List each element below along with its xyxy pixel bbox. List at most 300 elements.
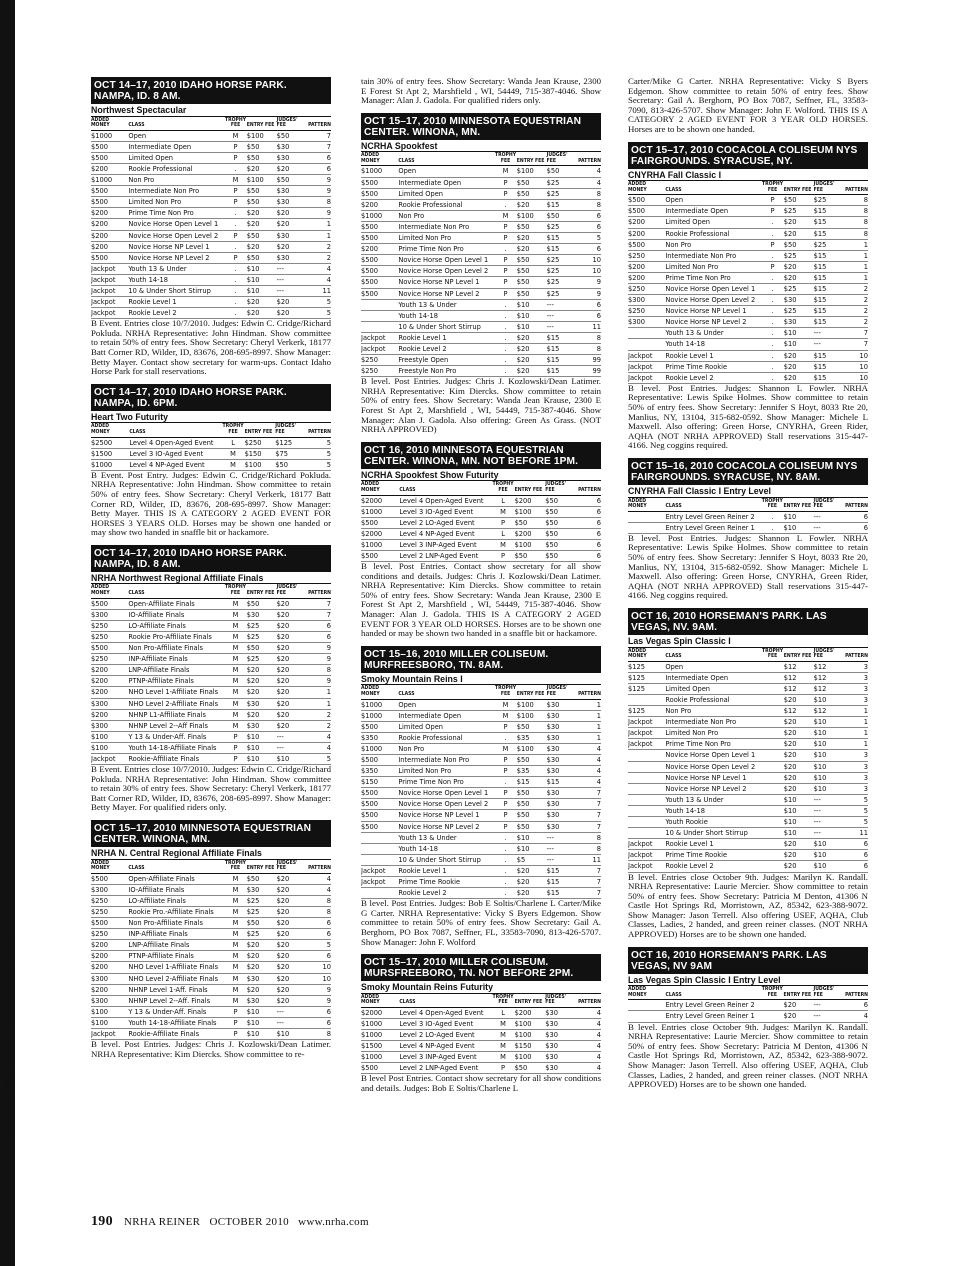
judges-fee-cell: --- — [547, 854, 577, 865]
table-body — [361, 699, 601, 899]
judges-fee-cell: $10 — [814, 850, 844, 861]
added-money-cell: $250 — [91, 907, 128, 918]
added-money-cell: $500 — [361, 233, 398, 244]
added-money-cell — [628, 511, 665, 522]
class-cell: Open — [665, 195, 761, 206]
judges-fee-cell: $30 — [277, 230, 307, 241]
trophy-header: TROPHY FEE — [224, 117, 246, 131]
entry-fee-cell: $10 — [247, 731, 277, 742]
class-cell: Rookie Pro-Affiliate Finals — [128, 631, 224, 642]
judges-fee-cell: --- — [547, 321, 577, 332]
pattern-cell: 4 — [307, 274, 331, 285]
added-money-cell: $300 — [91, 720, 128, 731]
entry-fee-cell: $10 — [247, 1006, 277, 1017]
table-row — [361, 299, 601, 310]
class-cell: Level 3 INP-Aged Event — [399, 539, 491, 550]
added-money-cell: $200 — [91, 962, 128, 973]
entry-fee-cell: $100 — [515, 1018, 546, 1029]
table-row — [91, 654, 331, 665]
pattern-cell: 6 — [576, 528, 601, 539]
judges-fee-cell: $20 — [277, 698, 307, 709]
trophy-fee-cell: M — [224, 654, 246, 665]
added-money-cell: $500 — [361, 1063, 399, 1074]
entry-fee-cell: $200 — [515, 1007, 546, 1018]
entry-fee-cell: $20 — [517, 199, 547, 210]
table-row — [361, 266, 601, 277]
pattern-cell: 8 — [306, 665, 331, 676]
judges-fee-cell: $15 — [814, 350, 844, 361]
added-money-cell — [361, 310, 398, 321]
table-row — [361, 1030, 601, 1041]
pattern-cell: 10 — [844, 361, 868, 372]
class-cell: NHO Level 2-Affiliate Finals — [128, 973, 224, 984]
class-cell: Intermediate Non Pro — [398, 221, 494, 232]
table-row — [91, 995, 331, 1006]
entry-fee-cell: $20 — [784, 728, 814, 739]
trophy-fee-cell — [761, 850, 783, 861]
trophy-fee-cell: L — [492, 1007, 515, 1018]
table-header — [91, 423, 331, 437]
added-money-cell: Jackpot — [91, 297, 128, 308]
publication-name: NRHA REINER — [123, 1216, 201, 1228]
table-row — [628, 783, 868, 794]
trophy-fee-cell: P — [761, 239, 783, 250]
table-body — [361, 495, 601, 562]
entry-fee-cell: $20 — [784, 695, 814, 706]
judges-fee-cell: $15 — [814, 272, 844, 283]
added-money-cell: Jackpot — [628, 739, 665, 750]
added-money-cell: $350 — [361, 766, 398, 777]
trophy-fee-cell: . — [224, 208, 246, 219]
table-row — [91, 297, 331, 308]
entry-fee-cell: $12 — [784, 661, 814, 672]
table-body — [361, 1007, 601, 1074]
added-money-cell: $200 — [91, 230, 128, 241]
judges-fee-cell: $20 — [277, 631, 307, 642]
judges-fee-cell: --- — [814, 805, 844, 816]
entry-fee-cell: $50 — [517, 221, 547, 232]
entry-fee-cell: $100 — [515, 1030, 546, 1041]
table-row — [628, 728, 868, 739]
added-money-cell: $200 — [361, 244, 398, 255]
trophy-fee-cell: P — [761, 261, 783, 272]
judges-header: JUDGES' FEE — [547, 685, 577, 699]
trophy-fee-cell: M — [492, 1018, 515, 1029]
table-row — [91, 895, 331, 906]
entry-fee-cell: $10 — [247, 1017, 277, 1028]
pattern-cell: 10 — [844, 350, 868, 361]
pattern-cell: 4 — [576, 1052, 601, 1063]
judges-header: JUDGES' FEE — [814, 648, 844, 662]
table-row — [91, 230, 331, 241]
trophy-fee-cell: . — [224, 241, 246, 252]
pattern-cell: 6 — [576, 517, 601, 528]
table-row — [91, 152, 331, 163]
entry-fee-cell: $20 — [517, 233, 547, 244]
class-header: CLASS — [129, 423, 221, 437]
table-header — [361, 685, 601, 699]
class-cell: Youth 14-18 — [398, 310, 494, 321]
class-cell: 10 & Under Short Stirrup — [398, 854, 494, 865]
entry-fee-cell: $20 — [247, 163, 277, 174]
trophy-fee-cell — [761, 1011, 784, 1022]
judges-fee-cell: $30 — [547, 721, 577, 732]
table-row — [628, 828, 868, 839]
added-money-cell: Jackpot — [91, 286, 128, 297]
table-row — [628, 317, 868, 328]
trophy-fee-cell: M — [224, 676, 246, 687]
class-cell: Open — [398, 166, 494, 177]
judges-fee-cell: $10 — [814, 750, 844, 761]
notes-text: Carter/Mike G Carter. NRHA Representative: Vicky S Byers Edgemon. Show committee to retain 50% of entry fees. Show Secretary: Gail A. Berghorn, PO Box 7087, Seffner, FL, 33583-7090, 813-426-5707. Show Manager: John F. Wolford. THIS IS A CATEGORY 2 AGED EVENT FOR 3 YEAR OLD HORSES. Horses are to be shown one handed. — [628, 76, 868, 134]
table-row — [91, 252, 331, 263]
added-money-cell: $1000 — [361, 743, 398, 754]
added-money-cell: $250 — [91, 631, 128, 642]
pattern-header: PATTERN — [306, 860, 331, 874]
table-row — [628, 661, 868, 672]
entry-fee-cell: $100 — [245, 459, 276, 470]
pattern-cell: 5 — [306, 753, 331, 764]
trophy-fee-cell: L — [492, 528, 515, 539]
added-money-cell: $500 — [91, 252, 128, 263]
pattern-cell: 4 — [306, 884, 331, 895]
table-row — [628, 306, 868, 317]
table-row — [361, 343, 601, 354]
pattern-cell: 1 — [306, 698, 331, 709]
added-money-cell: $1500 — [91, 448, 129, 459]
show-header: OCT 15–17, 2010 COCACOLA COLISEUM NYS FAIRGROUNDS. SYRACUSE, NY. — [628, 142, 868, 169]
table-row — [361, 799, 601, 810]
judges-fee-cell: $12 — [814, 706, 844, 717]
class-cell: Non Pro — [665, 239, 761, 250]
trophy-fee-cell: . — [761, 295, 783, 306]
pattern-header: PATTERN — [844, 181, 868, 195]
class-cell: Novice Horse Open Level 1 — [398, 255, 494, 266]
trophy-fee-cell: P — [492, 1063, 515, 1074]
judges-fee-cell: $25 — [814, 195, 844, 206]
trophy-fee-cell: . — [494, 199, 516, 210]
trophy-fee-cell: . — [224, 263, 246, 274]
pattern-cell: 7 — [577, 877, 601, 888]
header-row — [91, 584, 331, 598]
trophy-fee-cell: . — [224, 219, 246, 230]
trophy-fee-cell: P — [224, 141, 246, 152]
trophy-fee-cell: P — [494, 766, 516, 777]
header-row — [91, 423, 331, 437]
added-money-cell: $300 — [91, 884, 128, 895]
judges-fee-cell: $20 — [277, 929, 307, 940]
trophy-fee-cell: M — [494, 710, 516, 721]
added-money-cell — [361, 832, 398, 843]
pattern-cell: 10 — [577, 255, 601, 266]
pattern-cell: 1 — [577, 721, 601, 732]
judges-fee-cell: $15 — [814, 217, 844, 228]
judges-fee-cell: $30 — [277, 141, 307, 152]
class-cell: Non Pro-Affiliate Finals — [128, 643, 224, 654]
pattern-header: PATTERN — [576, 481, 601, 495]
results-table — [91, 584, 331, 765]
pattern-cell: 8 — [577, 343, 601, 354]
class-cell: NHO Level 2-Affiliate Finals — [128, 698, 224, 709]
judges-fee-cell: $20 — [277, 895, 307, 906]
table-row — [361, 210, 601, 221]
entry-fee-cell: $100 — [515, 506, 546, 517]
added-money-cell: $1000 — [91, 130, 128, 141]
trophy-fee-cell: . — [494, 244, 516, 255]
entry-fee-cell: $150 — [515, 1041, 546, 1052]
trophy-fee-cell — [761, 1000, 784, 1011]
class-header: CLASS — [398, 685, 494, 699]
trophy-fee-cell: M — [224, 929, 246, 940]
added-money-cell: $200 — [91, 676, 128, 687]
judges-fee-cell: $15 — [547, 366, 577, 377]
notes-text: B Event. Entries close 10/7/2010. Judges: Edwin C. Cridge/Richard Pokluda. NRHA Representative: John Hindman. Show committee to retain 30% of entry fees. Show Secretary: Cheryl Verkerk, 18177 Batt Corner RD, Wilder, ID, 83676, 208-695-8997. Show Manager: Betty Mayer. For qualified riders only. — [91, 764, 331, 813]
pattern-cell: 3 — [844, 661, 868, 672]
table-header — [628, 498, 868, 512]
table-row — [91, 687, 331, 698]
entry-fee-cell: $30 — [784, 317, 814, 328]
added-money-cell: Jackpot — [361, 343, 398, 354]
trophy-fee-cell: . — [761, 250, 783, 261]
pattern-cell: 6 — [577, 310, 601, 321]
entry-fee-cell: $10 — [784, 805, 814, 816]
pattern-cell: 8 — [577, 199, 601, 210]
judges-fee-cell: $25 — [547, 255, 577, 266]
event-title: Northwest Spectacular — [91, 105, 331, 117]
table-row — [361, 1018, 601, 1029]
added-money-cell: $200 — [91, 951, 128, 962]
table-row — [91, 929, 331, 940]
table-row — [628, 339, 868, 350]
judges-fee-cell: $50 — [277, 175, 307, 186]
judges-fee-cell: $125 — [275, 437, 306, 448]
trophy-fee-cell: L — [492, 495, 515, 506]
table-header — [91, 584, 331, 598]
pattern-cell: 7 — [307, 141, 331, 152]
event-title: Smoky Mountain Reins I — [361, 674, 601, 686]
table-header — [91, 860, 331, 874]
pattern-cell: 6 — [577, 210, 601, 221]
judges-fee-cell: $50 — [545, 539, 576, 550]
trophy-fee-cell: . — [494, 355, 516, 366]
judges-fee-cell: $50 — [545, 495, 576, 506]
class-cell: Entry Level Green Reiner 2 — [665, 511, 761, 522]
judges-fee-cell: --- — [814, 794, 844, 805]
class-header: CLASS — [399, 994, 491, 1008]
class-cell: LO-Affiliate Finals — [128, 895, 224, 906]
added-money-cell: Jackpot — [628, 850, 665, 861]
class-header: CLASS — [665, 986, 761, 1000]
pattern-cell: 8 — [844, 206, 868, 217]
added-money-cell: $500 — [361, 177, 398, 188]
table-row — [361, 355, 601, 366]
class-cell: Intermediate Open — [128, 141, 224, 152]
entry-fee-cell: $50 — [517, 277, 547, 288]
table-row — [91, 459, 331, 470]
show-header: OCT 15–16, 2010 COCACOLA COLISEUM NYS FAIRGROUNDS. SYRACUSE, NY. 8AM. — [628, 458, 868, 485]
results-table — [628, 181, 868, 384]
entry-fee-cell: $20 — [247, 940, 277, 951]
table-row — [628, 272, 868, 283]
judges-fee-cell: $30 — [547, 732, 577, 743]
class-cell: Open — [398, 699, 494, 710]
trophy-fee-cell: . — [494, 877, 516, 888]
judges-fee-cell: $20 — [277, 609, 307, 620]
pattern-cell: 1 — [844, 739, 868, 750]
class-cell: Level 3 IO-Aged Event — [129, 448, 221, 459]
added-money-cell: $2000 — [361, 528, 399, 539]
added-money-cell: Jackpot — [628, 361, 665, 372]
trophy-fee-cell: P — [494, 288, 516, 299]
table-row — [361, 754, 601, 765]
judges-fee-cell: $20 — [277, 163, 307, 174]
entry-fee-cell: $10 — [784, 817, 814, 828]
pattern-cell: 7 — [844, 328, 868, 339]
table-row — [628, 228, 868, 239]
added-money-cell: $300 — [628, 295, 665, 306]
table-row — [628, 1000, 868, 1011]
judges-fee-cell: $30 — [547, 799, 577, 810]
pattern-cell: 5 — [844, 817, 868, 828]
added-money-cell — [361, 888, 398, 899]
results-table — [91, 117, 331, 320]
entry-fee-cell: $50 — [247, 873, 277, 884]
pattern-cell: 3 — [844, 783, 868, 794]
judges-fee-cell: $15 — [814, 317, 844, 328]
entry-header: ENTRY FEE — [247, 117, 277, 131]
table-row — [628, 683, 868, 694]
entry-fee-cell: $50 — [517, 288, 547, 299]
table-row — [628, 372, 868, 383]
class-cell: Prime Time Rookie — [665, 850, 761, 861]
trophy-fee-cell: P — [224, 1029, 246, 1040]
judges-fee-cell: $20 — [277, 598, 307, 609]
trophy-fee-cell: M — [492, 1030, 515, 1041]
pattern-cell: 6 — [843, 511, 868, 522]
trophy-fee-cell: . — [224, 286, 246, 297]
pattern-cell: 4 — [577, 177, 601, 188]
trophy-fee-cell: M — [224, 598, 246, 609]
pattern-cell: 4 — [577, 743, 601, 754]
entry-fee-cell: $20 — [784, 217, 814, 228]
table-row — [91, 731, 331, 742]
pattern-cell: 9 — [307, 175, 331, 186]
added-money-cell: $200 — [628, 261, 665, 272]
added-money-cell: $200 — [628, 228, 665, 239]
entry-fee-cell: $20 — [247, 219, 277, 230]
show-header: OCT 16, 2010 MINNESOTA EQUESTRIAN CENTER. WINONA, MN. NOT BEFORE 1PM. — [361, 442, 601, 469]
added-money-cell: Jackpot — [628, 728, 665, 739]
class-cell: Rookie Level 2 — [665, 372, 761, 383]
added-money-cell — [628, 1000, 665, 1011]
entry-fee-cell: $12 — [784, 672, 814, 683]
class-cell: NHNP Level 2--Aff. Finals — [128, 995, 224, 1006]
table-row — [628, 695, 868, 706]
judges-fee-cell: $20 — [277, 984, 307, 995]
trophy-fee-cell: P — [224, 742, 246, 753]
entry-fee-cell: $50 — [784, 195, 814, 206]
trophy-fee-cell: . — [761, 228, 783, 239]
added-money-cell: $250 — [91, 895, 128, 906]
added-money-cell — [628, 805, 665, 816]
class-header: CLASS — [665, 498, 761, 512]
entry-fee-cell: $50 — [247, 230, 277, 241]
trophy-fee-cell — [761, 794, 783, 805]
pattern-header: PATTERN — [307, 117, 331, 131]
added-money-cell — [628, 750, 665, 761]
entry-fee-cell: $25 — [247, 620, 277, 631]
trophy-header: TROPHY FEE — [494, 152, 516, 166]
added-money-cell: Jackpot — [361, 332, 398, 343]
table-row — [361, 221, 601, 232]
added-money-cell: $500 — [628, 239, 665, 250]
class-cell: Level 4 Open-Aged Event — [129, 437, 221, 448]
header-row — [91, 860, 331, 874]
class-cell: Y 13 & Under-Aff. Finals — [128, 731, 224, 742]
judges-fee-cell: $30 — [547, 766, 577, 777]
class-cell: Rookie-Affiliate Finals — [128, 1029, 224, 1040]
entry-fee-cell: $30 — [784, 295, 814, 306]
pattern-cell: 4 — [307, 263, 331, 274]
class-cell: IO-Affiliate Finals — [128, 884, 224, 895]
class-header: CLASS — [665, 181, 761, 195]
entry-fee-cell: $20 — [784, 739, 814, 750]
entry-fee-cell: $20 — [247, 687, 277, 698]
judges-fee-cell: --- — [814, 828, 844, 839]
class-cell: Prime Time Non Pro — [398, 244, 494, 255]
class-cell: NHNP L1-Affiliate Finals — [128, 709, 224, 720]
judges-header: JUDGES' FEE — [545, 481, 576, 495]
table-row — [91, 437, 331, 448]
added-money-cell: Jackpot — [361, 865, 398, 876]
table-row — [361, 188, 601, 199]
added-money-cell: $250 — [628, 284, 665, 295]
trophy-fee-cell: P — [494, 277, 516, 288]
entry-fee-cell: $20 — [517, 888, 547, 899]
added-money-cell: $200 — [361, 199, 398, 210]
trophy-fee-cell: P — [224, 197, 246, 208]
trophy-header: TROPHY FEE — [761, 498, 784, 512]
judges-fee-cell: $10 — [277, 1029, 307, 1040]
judges-fee-cell: $15 — [547, 865, 577, 876]
added-money-cell — [628, 1011, 665, 1022]
entry-fee-cell: $30 — [247, 973, 277, 984]
class-cell: Novice Horse Open Level 1 — [398, 788, 494, 799]
trophy-fee-cell — [761, 783, 783, 794]
judges-header: JUDGES' FEE — [814, 181, 844, 195]
trophy-fee-cell: . — [761, 372, 783, 383]
table-row — [361, 721, 601, 732]
added-money-cell: $500 — [361, 810, 398, 821]
pattern-cell: 5 — [577, 233, 601, 244]
judges-fee-cell: $50 — [277, 130, 307, 141]
judges-fee-cell: $10 — [814, 739, 844, 750]
trophy-fee-cell: M — [222, 459, 245, 470]
class-cell: Novice Horse Open Level 2 — [398, 266, 494, 277]
class-cell: Novice Horse Open Level 1 — [665, 750, 761, 761]
money-header: ADDED MONEY — [361, 152, 398, 166]
class-cell: Intermediate Non Pro — [128, 186, 224, 197]
table-row — [91, 175, 331, 186]
pattern-cell: 7 — [577, 788, 601, 799]
class-cell: Youth 14-18 — [398, 843, 494, 854]
added-money-cell: $500 — [361, 266, 398, 277]
judges-fee-cell: $30 — [545, 1052, 576, 1063]
table-body — [91, 130, 331, 319]
pattern-cell: 7 — [577, 888, 601, 899]
class-cell: Rookie Level 1 — [665, 839, 761, 850]
pattern-cell: 7 — [577, 865, 601, 876]
